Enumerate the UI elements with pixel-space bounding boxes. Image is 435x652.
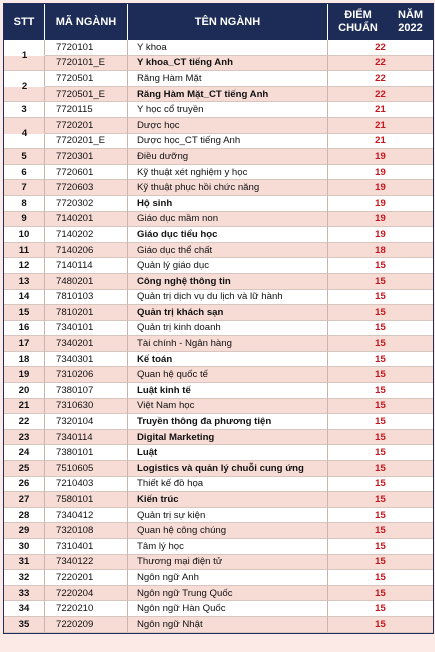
table-row (4, 149, 433, 165)
row-major-name: Quản trị kinh doanh (128, 321, 328, 337)
row-score: 15 (328, 336, 433, 352)
row-stt: 33 (4, 586, 45, 602)
table-row (4, 321, 433, 337)
row-score: 15 (328, 570, 433, 586)
row-score: 15 (328, 414, 433, 430)
row-code: 7340114 (45, 430, 128, 446)
row-major-name: Quản lý giáo dục (128, 258, 328, 274)
row-stt: 28 (4, 508, 45, 524)
table-row (4, 165, 433, 181)
row-stt: 5 (4, 149, 45, 165)
row-stt: 21 (4, 399, 45, 415)
row-major-name: Tâm lý học (128, 539, 328, 555)
table-row (4, 445, 433, 461)
row-code: 7720501_E (45, 87, 128, 103)
table-row (4, 212, 433, 228)
row-score: 21 (328, 134, 433, 150)
row-code: 7720201 (45, 118, 128, 134)
row-code: 7720302 (45, 196, 128, 212)
row-code: 7220204 (45, 586, 128, 602)
row-code: 7340412 (45, 508, 128, 524)
row-score: 15 (328, 367, 433, 383)
row-code: 7220209 (45, 617, 128, 633)
row-major-name: Giáo dục thể chất (128, 243, 328, 259)
row-score: 15 (328, 461, 433, 477)
table-row (4, 399, 433, 415)
row-code: 7140201 (45, 212, 128, 228)
row-code: 7810103 (45, 290, 128, 306)
table-row (4, 290, 433, 306)
row-major-name: Điều dưỡng (128, 149, 328, 165)
row-stt: 23 (4, 430, 45, 446)
row-major-name: Tài chính - Ngân hàng (128, 336, 328, 352)
row-code: 7210403 (45, 477, 128, 493)
row-stt: 25 (4, 461, 45, 477)
row-score: 19 (328, 212, 433, 228)
row-major-name: Răng Hàm Mặt (128, 71, 328, 87)
row-score: 22 (328, 87, 433, 103)
row-major-name: Y học cổ truyền (128, 102, 328, 118)
table-row (4, 180, 433, 196)
row-major-name: Thương mại điện tử (128, 555, 328, 571)
row-major-name: Hộ sinh (128, 196, 328, 212)
table-row (4, 555, 433, 571)
row-code: 7720115 (45, 102, 128, 118)
row-stt-merged: 1 (21, 50, 28, 62)
table-row (4, 134, 433, 150)
row-score: 15 (328, 430, 433, 446)
row-stt: 6 (4, 165, 45, 181)
row-major-name: Việt Nam học (128, 399, 328, 415)
row-major-name: Y khoa (128, 40, 328, 56)
table-row (4, 523, 433, 539)
row-code: 7310206 (45, 367, 128, 383)
row-score: 15 (328, 508, 433, 524)
row-major-name: Luật (128, 445, 328, 461)
row-code: 7380101 (45, 445, 128, 461)
row-code: 7480201 (45, 274, 128, 290)
table-row (4, 430, 433, 446)
row-score: 15 (328, 290, 433, 306)
row-stt: 14 (4, 290, 45, 306)
row-code: 7720601 (45, 165, 128, 181)
row-stt: 16 (4, 321, 45, 337)
row-stt: 24 (4, 445, 45, 461)
table-row (4, 383, 433, 399)
table-row (4, 539, 433, 555)
row-score: 19 (328, 165, 433, 181)
row-major-name: Công nghệ thông tin (128, 274, 328, 290)
table-row (4, 196, 433, 212)
table-row (4, 617, 433, 633)
row-stt: 35 (4, 617, 45, 633)
row-score: 18 (328, 243, 433, 259)
row-stt: 11 (4, 243, 45, 259)
row-major-name: Giáo dục mầm non (128, 212, 328, 228)
row-major-name: Kiến trúc (128, 492, 328, 508)
header-score-line2: NĂM 2022 (398, 9, 424, 34)
row-score: 15 (328, 352, 433, 368)
row-major-name: Luật kinh tế (128, 383, 328, 399)
row-code: 7720201_E (45, 134, 128, 150)
row-score: 15 (328, 477, 433, 493)
table-row (4, 258, 433, 274)
table-row (4, 102, 433, 118)
table-row (4, 508, 433, 524)
row-code: 7140206 (45, 243, 128, 259)
row-code: 7220210 (45, 601, 128, 617)
header-score (328, 4, 433, 40)
row-major-name: Dược học (128, 118, 328, 134)
row-stt: 29 (4, 523, 45, 539)
row-code: 7580101 (45, 492, 128, 508)
row-major-name: Ngôn ngữ Nhật (128, 617, 328, 633)
row-major-name: Quản trị dịch vụ du lịch và lữ hành (128, 290, 328, 306)
row-code: 7720101 (45, 40, 128, 56)
row-code: 7140202 (45, 227, 128, 243)
table-row (4, 40, 433, 56)
row-stt: 8 (4, 196, 45, 212)
row-score: 15 (328, 492, 433, 508)
row-stt-merged: 2 (21, 81, 28, 93)
row-code: 7720301 (45, 149, 128, 165)
row-score: 19 (328, 227, 433, 243)
row-score: 22 (328, 56, 433, 72)
row-score: 21 (328, 102, 433, 118)
table-body (4, 40, 433, 633)
row-major-name: Quan hệ quốc tế (128, 367, 328, 383)
row-stt: 20 (4, 383, 45, 399)
row-stt: 15 (4, 305, 45, 321)
table-row (4, 367, 433, 383)
row-score: 15 (328, 601, 433, 617)
row-stt: 32 (4, 570, 45, 586)
row-stt: 34 (4, 601, 45, 617)
row-code: 7340201 (45, 336, 128, 352)
row-major-name: Logistics và quản lý chuỗi cung ứng (128, 461, 328, 477)
row-score: 15 (328, 399, 433, 415)
header-score-line1: ĐIỂM CHUẨN (338, 9, 378, 34)
row-major-name: Dược học_CT tiếng Anh (128, 134, 328, 150)
row-stt: 18 (4, 352, 45, 368)
header-code: MÃ NGÀNH (45, 4, 128, 40)
row-code: 7140114 (45, 258, 128, 274)
row-stt: 3 (4, 102, 45, 118)
table-row (4, 414, 433, 430)
row-code: 7380107 (45, 383, 128, 399)
row-major-name: Quan hệ công chúng (128, 523, 328, 539)
row-code: 7310630 (45, 399, 128, 415)
table-row (4, 305, 433, 321)
row-stt: 12 (4, 258, 45, 274)
row-code: 7340101 (45, 321, 128, 337)
row-stt: 31 (4, 555, 45, 571)
table-row (4, 570, 433, 586)
row-code: 7320108 (45, 523, 128, 539)
row-score: 15 (328, 258, 433, 274)
table-row (4, 477, 433, 493)
row-major-name: Ngôn ngữ Anh (128, 570, 328, 586)
header-name: TÊN NGÀNH (128, 4, 328, 40)
row-stt-merged: 4 (21, 128, 28, 140)
row-major-name: Digital Marketing (128, 430, 328, 446)
row-stt: 26 (4, 477, 45, 493)
row-score: 21 (328, 118, 433, 134)
row-code: 7720603 (45, 180, 128, 196)
row-score: 19 (328, 149, 433, 165)
table-row (4, 601, 433, 617)
row-score: 15 (328, 321, 433, 337)
table-row (4, 586, 433, 602)
row-major-name: Quản trị khách sạn (128, 305, 328, 321)
row-score: 15 (328, 617, 433, 633)
table-row (4, 352, 433, 368)
row-stt: 13 (4, 274, 45, 290)
row-score: 15 (328, 445, 433, 461)
row-stt: 22 (4, 414, 45, 430)
row-score: 19 (328, 180, 433, 196)
row-code: 7320104 (45, 414, 128, 430)
row-code: 7720501 (45, 71, 128, 87)
table-row (4, 227, 433, 243)
table-header (4, 4, 433, 40)
row-score: 15 (328, 539, 433, 555)
row-stt: 10 (4, 227, 45, 243)
row-major-name: Ngôn ngữ Trung Quốc (128, 586, 328, 602)
table-row (4, 336, 433, 352)
row-stt: 7 (4, 180, 45, 196)
row-major-name: Kỹ thuật phục hồi chức năng (128, 180, 328, 196)
table-row (4, 461, 433, 477)
table-row (4, 56, 433, 72)
row-stt: 30 (4, 539, 45, 555)
row-score: 15 (328, 555, 433, 571)
row-major-name: Thiết kế đồ họa (128, 477, 328, 493)
row-code: 7810201 (45, 305, 128, 321)
row-stt: 19 (4, 367, 45, 383)
table-row (4, 492, 433, 508)
row-major-name: Kế toán (128, 352, 328, 368)
row-major-name: Quản trị sự kiện (128, 508, 328, 524)
header-stt: STT (4, 4, 45, 40)
row-major-name: Răng Hàm Mặt_CT tiếng Anh (128, 87, 328, 103)
row-score: 15 (328, 305, 433, 321)
admission-score-table (3, 3, 434, 634)
row-score: 15 (328, 586, 433, 602)
table-row (4, 87, 433, 103)
row-major-name: Giáo dục tiểu học (128, 227, 328, 243)
row-score: 15 (328, 274, 433, 290)
row-stt: 9 (4, 212, 45, 228)
row-score: 15 (328, 523, 433, 539)
row-code: 7220201 (45, 570, 128, 586)
row-major-name: Y khoa_CT tiếng Anh (128, 56, 328, 72)
table-row (4, 71, 433, 87)
row-code: 7340301 (45, 352, 128, 368)
table-row (4, 274, 433, 290)
row-score: 19 (328, 196, 433, 212)
row-major-name: Truyền thông đa phương tiện (128, 414, 328, 430)
row-major-name: Kỹ thuật xét nghiệm y học (128, 165, 328, 181)
row-code: 7720101_E (45, 56, 128, 72)
table-row (4, 118, 433, 134)
row-stt: 17 (4, 336, 45, 352)
row-score: 15 (328, 383, 433, 399)
row-major-name: Ngôn ngữ Hàn Quốc (128, 601, 328, 617)
row-code: 7510605 (45, 461, 128, 477)
row-stt: 27 (4, 492, 45, 508)
row-code: 7310401 (45, 539, 128, 555)
row-score: 22 (328, 71, 433, 87)
table-row (4, 243, 433, 259)
row-code: 7340122 (45, 555, 128, 571)
row-score: 22 (328, 40, 433, 56)
